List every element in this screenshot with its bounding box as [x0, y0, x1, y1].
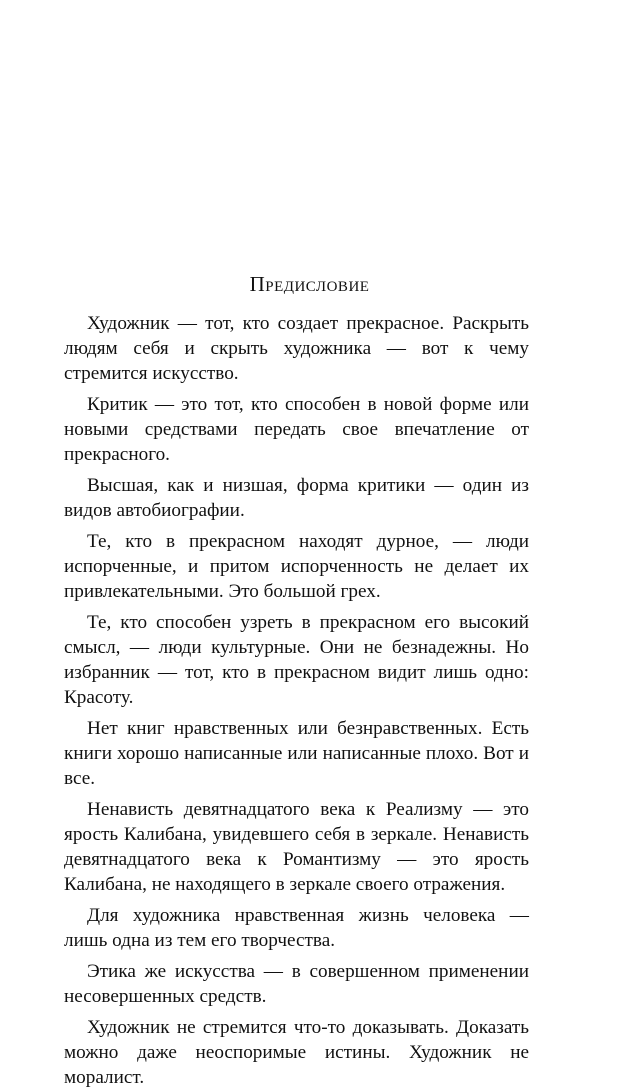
- paragraph: Те, кто способен узреть в прекрасном его высокий смысл, — люди культурные. Они не безнадежны. Но избранник — тот, кто в прекрасном видит лишь одно: Красоту.: [64, 612, 529, 708]
- paragraph: Художник не стремится что-то доказывать. Доказать можно даже неоспоримые истины. Художник не моралист.: [64, 1017, 529, 1088]
- paragraph: Этика же искусства — в совершенном применении несовершенных средств.: [64, 961, 529, 1007]
- paragraph: Те, кто в прекрасном находят дурное, — люди испорченные, и притом испорченность не делает их привлекательными. Это большой грех.: [64, 531, 529, 602]
- paragraph: Критик — это тот, кто способен в новой форме или новыми средствами передать свое впечатление от прекрасного.: [64, 394, 529, 465]
- chapter-title: Предисловие: [249, 272, 370, 296]
- paragraph: Ненависть девятнадцатого века к Реализму — это ярость Калибана, увидевшего себя в зеркале. Ненависть девятнадцатого века к Романтизму — это ярость Калибана, не находящего в зеркале своего отражения.: [64, 799, 529, 895]
- chapter-body: [64, 311, 529, 1090]
- paragraph: Художник — тот, кто создает прекрасное. Раскрыть людям себя и скрыть художника — вот к чему стремится искусство.: [64, 313, 529, 384]
- paragraph: Для художника нравственная жизнь человека — лишь одна из тем его творчества.: [64, 905, 529, 951]
- paragraph: Высшая, как и низшая, форма критики — один из видов автобиографии.: [64, 475, 529, 521]
- paragraph: Нет книг нравственных или безнравственных. Есть книги хорошо написанные или написанные плохо. Вот и все.: [64, 718, 529, 789]
